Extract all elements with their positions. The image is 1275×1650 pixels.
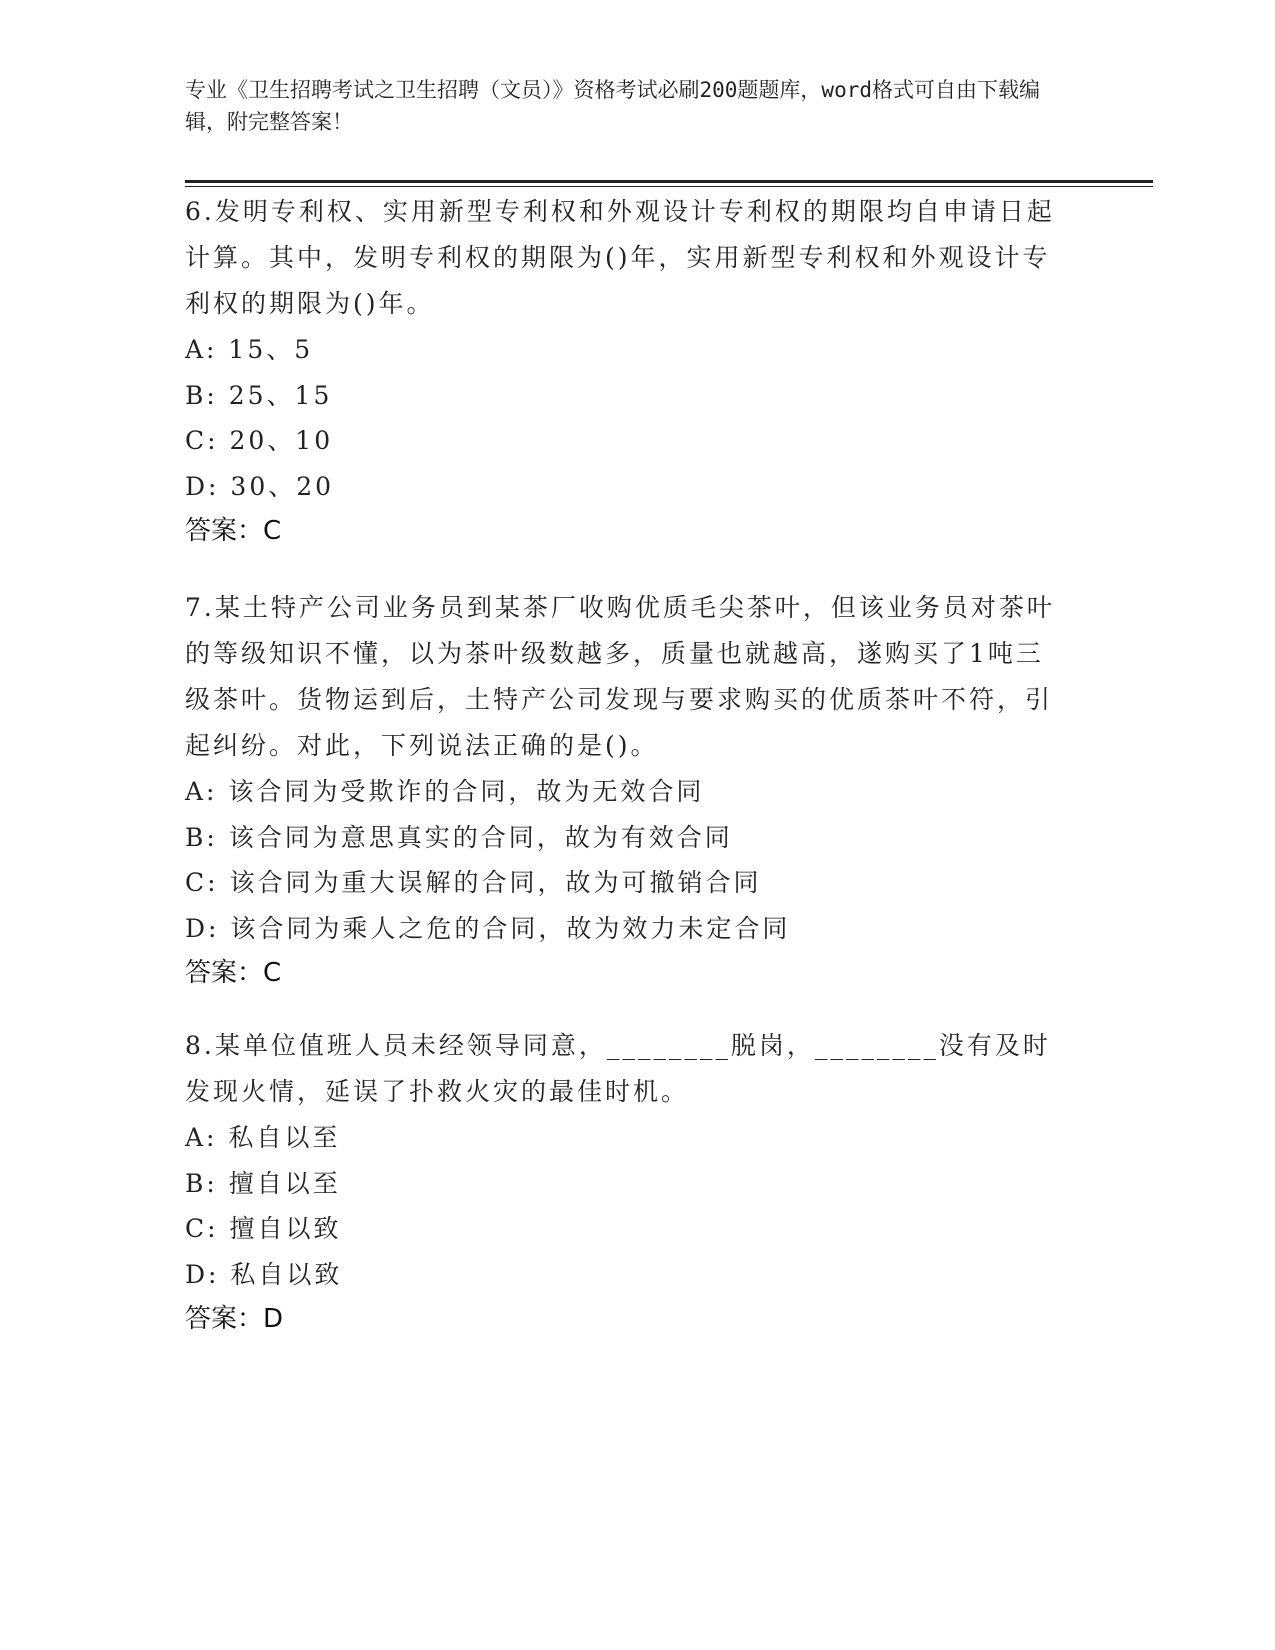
option-a: A: 15、5 bbox=[185, 335, 314, 364]
option-d: D: 该合同为乘人之危的合同，故为效力未定合同 bbox=[185, 913, 791, 943]
answer: 答案：C bbox=[185, 516, 282, 546]
option-c: C: 该合同为重大误解的合同，故为可撤销合同 bbox=[185, 868, 762, 897]
answer: 答案：C bbox=[185, 958, 282, 988]
answer: 答案：D bbox=[185, 1304, 284, 1334]
option-d: D: 30、20 bbox=[185, 471, 335, 501]
question-stem: 7.某土特产公司业务员到某茶厂收购优质毛尖茶叶，但该业务员对茶叶的等级知识不懂，以为茶叶级数越多，质量也就越高，遂购买了1吨三级茶叶。货物运到后，土特产公司发现与要求购买的优质茶叶不符，引起纠纷。对此，下列说法正确的是()。 bbox=[185, 593, 1055, 760]
question-6 bbox=[185, 189, 1065, 554]
question-stem: 8.某单位值班人员未经领导同意，________脱岗，________没有及时发现火情，延误了扑救火灾的最佳时机。 bbox=[185, 1031, 1051, 1106]
question-stem: 6.发明专利权、实用新型专利权和外观设计专利权的期限均自申请日起计算。其中，发明专利权的期限为()年，实用新型专利权和外观设计专利权的期限为()年。 bbox=[185, 197, 1055, 318]
option-c: C: 20、10 bbox=[185, 426, 334, 455]
header-text: 专业《卫生招聘考试之卫生招聘（文员）》资格考试必刷200题题库，word格式可自由下载编辑，附完整答案！ bbox=[185, 78, 1040, 134]
header-divider-thick bbox=[185, 180, 1153, 183]
option-b: B: 擅自以至 bbox=[185, 1168, 341, 1198]
document-header bbox=[185, 74, 1065, 138]
question-7 bbox=[185, 585, 1065, 996]
option-b: B: 25、15 bbox=[185, 380, 333, 410]
option-a: A: 该合同为受欺诈的合同，故为无效合同 bbox=[185, 777, 705, 806]
header-divider-thin bbox=[185, 186, 1153, 187]
option-c: C: 擅自以致 bbox=[185, 1214, 342, 1243]
option-d: D: 私自以致 bbox=[185, 1259, 343, 1289]
option-a: A: 私自以至 bbox=[185, 1123, 341, 1152]
question-8 bbox=[185, 1023, 1065, 1342]
option-b: B: 该合同为意思真实的合同，故为有效合同 bbox=[185, 822, 733, 852]
